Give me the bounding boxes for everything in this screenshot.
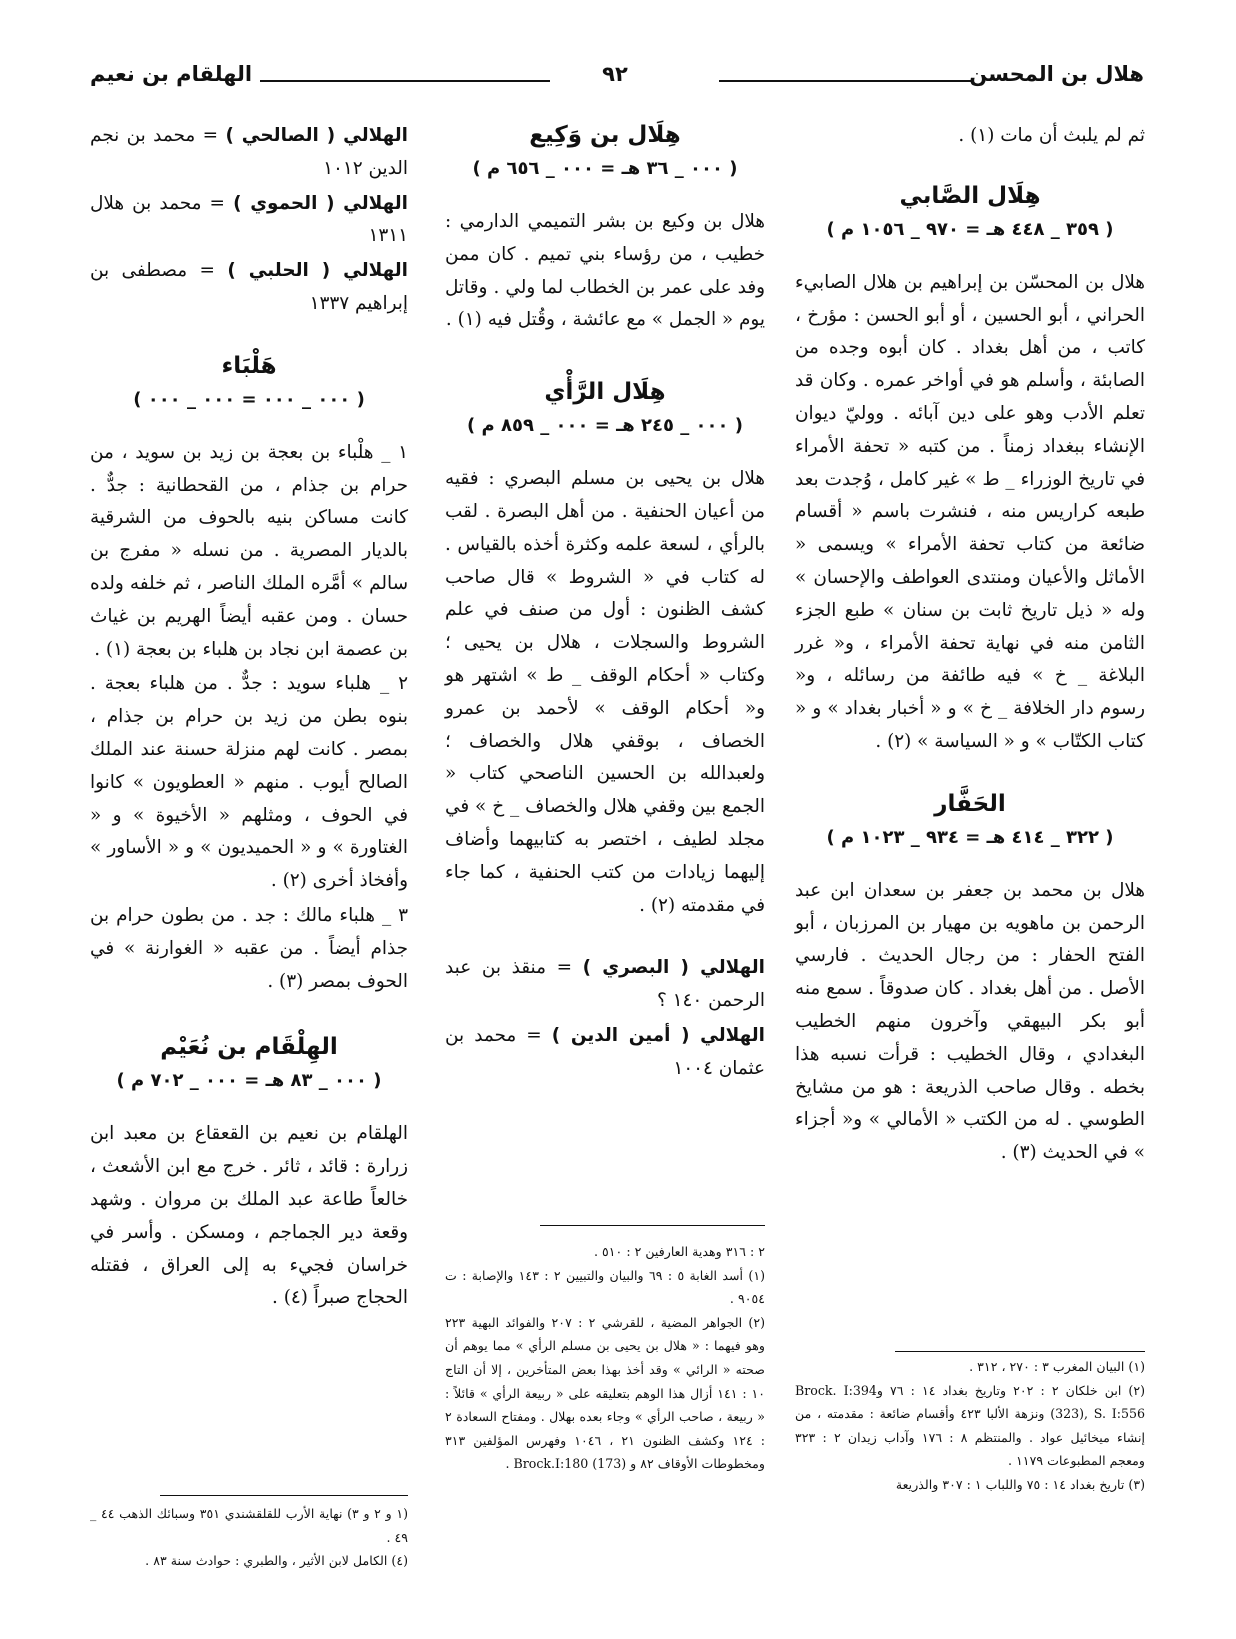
footnote-separator — [540, 1225, 765, 1226]
cross-reference-target: = محمد بن عثمان ١٠٠٤ — [445, 1024, 765, 1079]
cross-reference-target: = مصطفى بن إبراهيم ١٣٣٧ — [90, 260, 408, 314]
entry-paragraph: ٢ _ هلباء سويد : جدٌّ . من هلباء بعجة . بنوه بطن من زيد بن حرام بن جذام ، بمصر . كانت لهم منزلة حسنة عند الملك الصالح أيوب . منهم « العطويون » كانوا في الحوف ، ومثلهم « الأخيوة » و « الغتاورة » و « الحميديون » و « الأساور » وأفخاذ أخرى (٢) . — [90, 673, 408, 892]
entry-title: هِلَال بن وَكِيع — [529, 122, 681, 148]
footnote-separator — [895, 1351, 1145, 1352]
entry-title: هَلْبَاء — [221, 352, 277, 379]
cross-reference-label: الهلالي ( الحلبي ) — [227, 260, 408, 282]
footnotes-middle — [445, 1240, 765, 1476]
column-right — [795, 120, 1145, 1172]
footnote: (١ و ٢ و ٣) نهاية الأرب للقلقشندي ٣٥١ وسبائك الذهب ٤٤ _ ٤٩ . — [90, 1506, 408, 1545]
cross-reference-label: الهلالي ( الصالحي ) — [225, 125, 408, 146]
entry-dates: ( ٠٠٠ _ ٢٤٥ هـ = ٠٠٠ _ ٨٥٩ م ) — [467, 415, 743, 437]
footnote: (٢) الجواهر المضية ، للقرشي ٢ : ٢٠٧ والفوائد البهية ٢٢٣ وهو فيهما : « هلال بن يحيى بن مسلم الرأي » مما يوهم أن صحته « الرائي » وقد أخذ بهذا بعض المتأخرين ، إلا أن التاج ١٠ : ١٤١ أزال هذا الوهم بتعليقه على « ربيعة الرأي » قائلاً : « ربيعة ، صاحب الرأي » وجاء بعده بهلال . ومفتاح السعادة ٢ : ١٢٤ وكشف الظنون ٢١ ، ١٠٤٦ وفهرس المؤلفين ٣١٣ ومخطوطات الأوقاف ٨٢ و Brock.I:180 (173) . — [445, 1314, 766, 1472]
cross-reference — [445, 952, 765, 1018]
cross-reference — [90, 255, 408, 321]
entry-title: هِلَال الرَّأْي — [544, 379, 666, 406]
footnote: (٤) الكامل لابن الأثير ، والطبري : حوادث سنة ٨٣ . — [145, 1553, 408, 1569]
entry-dates: ( ٣٢٢ _ ٤١٤ هـ = ٩٣٤ _ ١٠٢٣ م ) — [826, 826, 1114, 848]
entry-dates: ( ٣٥٩ _ ٤٤٨ هـ = ٩٧٠ _ ١٠٥٦ م ) — [826, 218, 1114, 240]
entry-dates: ( ٠٠٠ _ ٣٦ هـ = ٠٠٠ _ ٦٥٦ م ) — [472, 158, 738, 179]
footnotes-right — [795, 1355, 1145, 1497]
cross-reference-label: الهلالي ( البصري ) — [582, 957, 765, 979]
header-rule-left — [260, 80, 550, 82]
cross-reference-target: = منقذ بن عبد الرحمن ١٤٠ ؟ — [445, 957, 765, 1012]
entry-text: هلال بن محمد بن جعفر بن سعدان ابن عبد الرحمن بن ماهويه بن مهيار بن المرزبان ، أبو الفتح الحفار : من رجال الحديث . فارسي الأصل . من أهل بغداد . كان صدوقاً . سمع منه أبو بكر البيهقي وآخرون منهم الخطيب البغدادي ، وقال الخطيب : قرأت نسبه هذا بخطه . وقال صاحب الذريعة : هو من مشايخ الطوسي . له من الكتب « الأمالي » و« أجزاء » في الحديث (٣) . — [795, 879, 1145, 1164]
footnotes-left — [90, 1502, 408, 1573]
entry-text: هلال بن المحسّن بن إبراهيم بن هلال الصابيء الحراني ، أبو الحسين ، أو أبو الحسن : مؤرخ ، كاتب ، من أهل بغداد . كان أبوه وجده من الصابئة ، وأسلم هو في أواخر عمره . وكان قد تعلم الأدب وهو على دين آبائه . ووليّ ديوان الإنشاء ببغداد زمناً . من كتبه « تحفة الأمراء في تاريخ الوزراء _ ط » غير كامل ، وُجدت بعد طبعه كراريس منه ، فنشرت باسم « أقسام ضائعة من كتاب تحفة الأمراء » ويسمى « الأماثل والأعيان ومنتدى العواطف والإحسان » وله « ذيل تاريخ ثابت بن سنان » طبع الجزء الثامن منه في نهاية تحفة الأمراء ، و« غرر البلاغة _ خ » فيه طائفة من رسائله ، و« رسوم دار الخلافة _ خ » و « أخبار بغداد » و « كتاب الكتّاب » و « السياسة » (٢) . — [795, 271, 1145, 752]
entry-paragraph: ٣ _ هلباء مالك : جد . من بطون حرام بن جذام أيضاً . من عقبه « الغوارنة » في الحوف بمصر (٣) . — [90, 904, 408, 992]
entry-text: هلال بن يحيى بن مسلم البصري : فقيه من أعيان الحنفية . من أهل البصرة . لقب بالرأي ، لسعة علمه وكثرة أخذه بالقياس . له كتاب في « الشروط » قال صاحب كشف الظنون : أول من صنف في علم الشروط والسجلات ، هلال بن يحيى ؛ وكتاب « أحكام الوقف _ ط » اشتهر هو و« أحكام الوقف » لأحمد بن عمرو الخصاف ، بوقفي هلال والخصاف ؛ ولعبدالله بن الحسين الناصحي كتاب « الجمع بين وقفي هلال والخصاف _ خ » في مجلد لطيف ، اختصر به كتابيهما وأضاف إليهما زيادات من كتب الحنفية ، كما جاء في مقدمته (٢) . — [445, 468, 765, 916]
entry-title: الحَفَّار — [934, 790, 1006, 817]
cross-reference-target: = محمد بن نجم الدين ١٠١٢ — [90, 125, 408, 179]
footnote: (٢) ابن خلكان ٢ : ٢٠٢ وتاريخ بغداد ١٤ : ٧٦ وBrock. I:394 (323), S. I:556 ونزهة الألبا ٤٢٣ وأقسام ضائعة : مقدمته ، من إنشاء ميخائيل عواد . والمنتظم ٨ : ١٧٦ وآداب زيدان ٢ : ٣٢٣ ومعجم المطبوعات ١١٧٩ . — [795, 1382, 1146, 1469]
entry-title: الهِلْقَام بن نُعَيْم — [160, 1034, 338, 1061]
footnote: (١) البيان المغرب ٣ : ٢٧٠ ، ٣١٢ . — [969, 1359, 1145, 1374]
entry-paragraph: ١ _ هلْباء بن بعجة بن زيد بن سويد ، من حرام بن جذام ، من القحطانية : جدٌّ . كانت مساكن بنيه بالحوف من الشرقية بالديار المصرية . من نسله « مفرج بن سالم » أمَّره الملك الناصر ، ثم خلفه ولده حسان . ومن عقبه أيضاً الهريم بن غياث بن عصمة ابن نجاد بن هلباء بن بعجة (١) . — [90, 441, 408, 660]
cross-reference — [445, 1020, 765, 1086]
column-middle — [445, 120, 765, 1088]
running-header — [90, 62, 1144, 98]
footnote: (٣) تاريخ بغداد ١٤ : ٧٥ واللباب ١ : ٣٠٧ والذريعة — [895, 1476, 1145, 1492]
entry-title: هِلَال الصَّابي — [899, 182, 1041, 209]
running-title-left: الهلقام بن نعيم — [90, 62, 253, 86]
entry-text: الهلقام بن نعيم بن القعقاع بن معبد ابن زرارة : قائد ، ثائر . خرج مع ابن الأشعث ، خالعاً طاعة عبد الملك بن مروان . وشهد وقعة دير الجماجم ، ومسكن . وأسر في خراسان فجيء به إلى العراق ، فقتله الحجاج صبراً (٤) . — [90, 1123, 408, 1309]
continued-text: ثم لم يلبث أن مات (١) . — [958, 125, 1145, 146]
header-rule-right — [719, 80, 974, 82]
footnote: (١) أسد الغابة ٥ : ٦٩ والبيان والتبيين ٢ : ١٤٣ والإصابة : ت ٩٠٥٤ . — [445, 1267, 765, 1307]
footnote: ٢ : ٣١٦ وهدية العارفين ٢ : ٥١٠ . — [594, 1244, 765, 1259]
running-title-right: هلال بن المحسن — [969, 62, 1144, 86]
entry-dates: ( ٠٠٠ _ ٠٠٠ = ٠٠٠ _ ٠٠٠ ) — [133, 388, 365, 410]
cross-reference — [90, 120, 408, 186]
page-number: ٩٢ — [602, 62, 628, 86]
entry-text: هلال بن وكيع بن بشر التميمي الدارمي : خطيب ، من رؤساء بني تميم . كان ممن وفد على عمر بن الخطاب لما ولي . وقاتل يوم « الجمل » مع عائشة ، وقُتل فيه (١) . — [445, 211, 765, 331]
footnote-separator — [160, 1495, 408, 1496]
column-left — [90, 120, 408, 1317]
cross-reference-target: = محمد بن هلال ١٣١١ — [90, 192, 408, 247]
cross-reference-label: الهلالي ( أمين الدين ) — [551, 1024, 765, 1046]
entry-dates: ( ٠٠٠ _ ٨٣ هـ = ٠٠٠ _ ٧٠٢ م ) — [116, 1070, 382, 1092]
cross-reference-label: الهلالي ( الحموي ) — [233, 192, 408, 214]
cross-reference — [90, 188, 408, 254]
